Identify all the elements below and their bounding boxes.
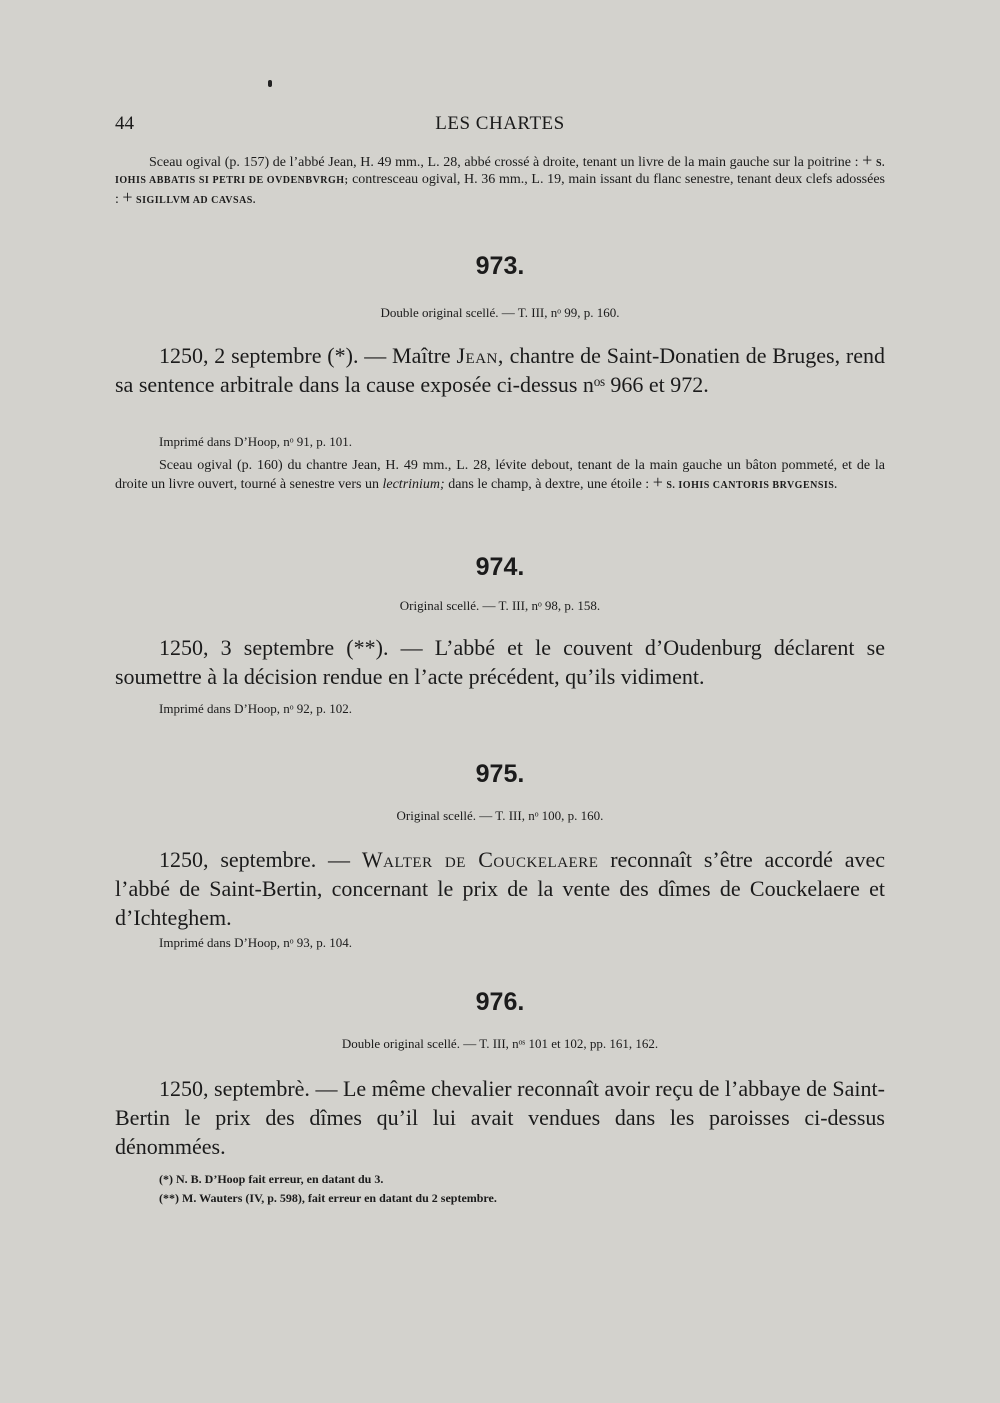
ink-mark <box>268 80 272 87</box>
entry-number: 975. <box>475 760 525 788</box>
entry-number: 976. <box>475 988 525 1016</box>
running-header <box>115 113 885 143</box>
entry-text: 1250, 2 septembre (*). — Maître Jean, chantre de Saint-Donatien de Bruges, rend sa sentence arbitrale dans la cause exposée ci-dessus nᵒˢ 966 et 972. <box>115 343 885 397</box>
entry-source: Original scellé. — T. III, nᵒ 100, p. 160. <box>396 808 604 823</box>
seal-description: Sceau ogival (p. 160) du chantre Jean, H. 49 mm., L. 28, lévite debout, tenant de la main gauche un bâton pommeté, et de la droite un livre ouvert, tourné à senestre vers un lectrinium; dans le champ, à dextre, une étoile : + S. IOHIS CANTORIS BRVGENSIS. <box>115 458 885 492</box>
cross-icon: + <box>652 472 663 492</box>
entry-text: 1250, septembre. — Walter de Couckelaere reconnaît s’être accordé avec l’abbé de Saint-Bertin, concernant le prix de la vente des dîmes de Couckelaere et d’Ichteghem. <box>115 847 886 930</box>
entry-text: 1250, septembrè. — Le même chevalier reconnaît avoir reçu de l’abbaye de Saint-Bertin le prix des dîmes qu’il lui avait vendues dans les paroisses ci-dessus dénommées. <box>115 1076 885 1159</box>
person-name: Jean, <box>456 343 504 368</box>
running-title: LES CHARTES <box>435 113 565 134</box>
cross-icon: + <box>862 150 873 170</box>
print-reference: Imprimé dans D’Hoop, nᵒ 93, p. 104. <box>159 935 352 950</box>
entry-source: Double original scellé. — T. III, nᵒˢ 101 et 102, pp. 161, 162. <box>341 1036 659 1051</box>
entry-number: 973. <box>475 252 525 280</box>
footnote: (*) N. B. D’Hoop fait erreur, en datant du 3. <box>159 1172 384 1186</box>
entry-number: 974. <box>475 553 525 581</box>
footnote: (**) M. Wauters (IV, p. 598), fait erreur en datant du 2 septembre. <box>159 1191 497 1205</box>
entry-source: Original scellé. — T. III, nᵒ 98, p. 158. <box>399 598 601 613</box>
intro-seal-paragraph: Sceau ogival (p. 157) de l’abbé Jean, H. 49 mm., L. 28, abbé crossé à droite, tenant un livre de la main gauche sur la poitrine : + S. IOHIS ABBATIS SI PETRI DE OVDENBVRGH; contresceau ogival, H. 36 mm., L. 19, main issant du flanc senestre, tenant deux clefs adossées : + SIGILLVM AD CAVSAS. <box>115 150 885 207</box>
seal-legend: S. IOHIS CANTORIS BRVGENSIS. <box>666 480 838 491</box>
page-number: 44 <box>115 113 134 134</box>
seal-legend: SIGILLVM AD CAVSAS. <box>136 195 256 206</box>
person-name: Walter de Couckelaere <box>361 847 599 872</box>
cross-icon: + <box>122 187 133 207</box>
seal-legend: S. IOHIS ABBATIS SI PETRI DE OVDENBVRGH; <box>115 158 885 186</box>
entry-source: Double original scellé. — T. III, nᵒ 99, p. 160. <box>380 305 620 320</box>
print-reference: Imprimé dans D’Hoop, nᵒ 92, p. 102. <box>159 701 352 716</box>
footnotes <box>115 1170 885 1208</box>
entry-text: 1250, 3 septembre (**). — L’abbé et le couvent d’Oudenburg déclarent se soumettre à la décision rendue en l’acte précédent, qu’ils vidiment. <box>115 635 885 689</box>
print-reference: Imprimé dans D’Hoop, nᵒ 91, p. 101. <box>159 434 352 449</box>
